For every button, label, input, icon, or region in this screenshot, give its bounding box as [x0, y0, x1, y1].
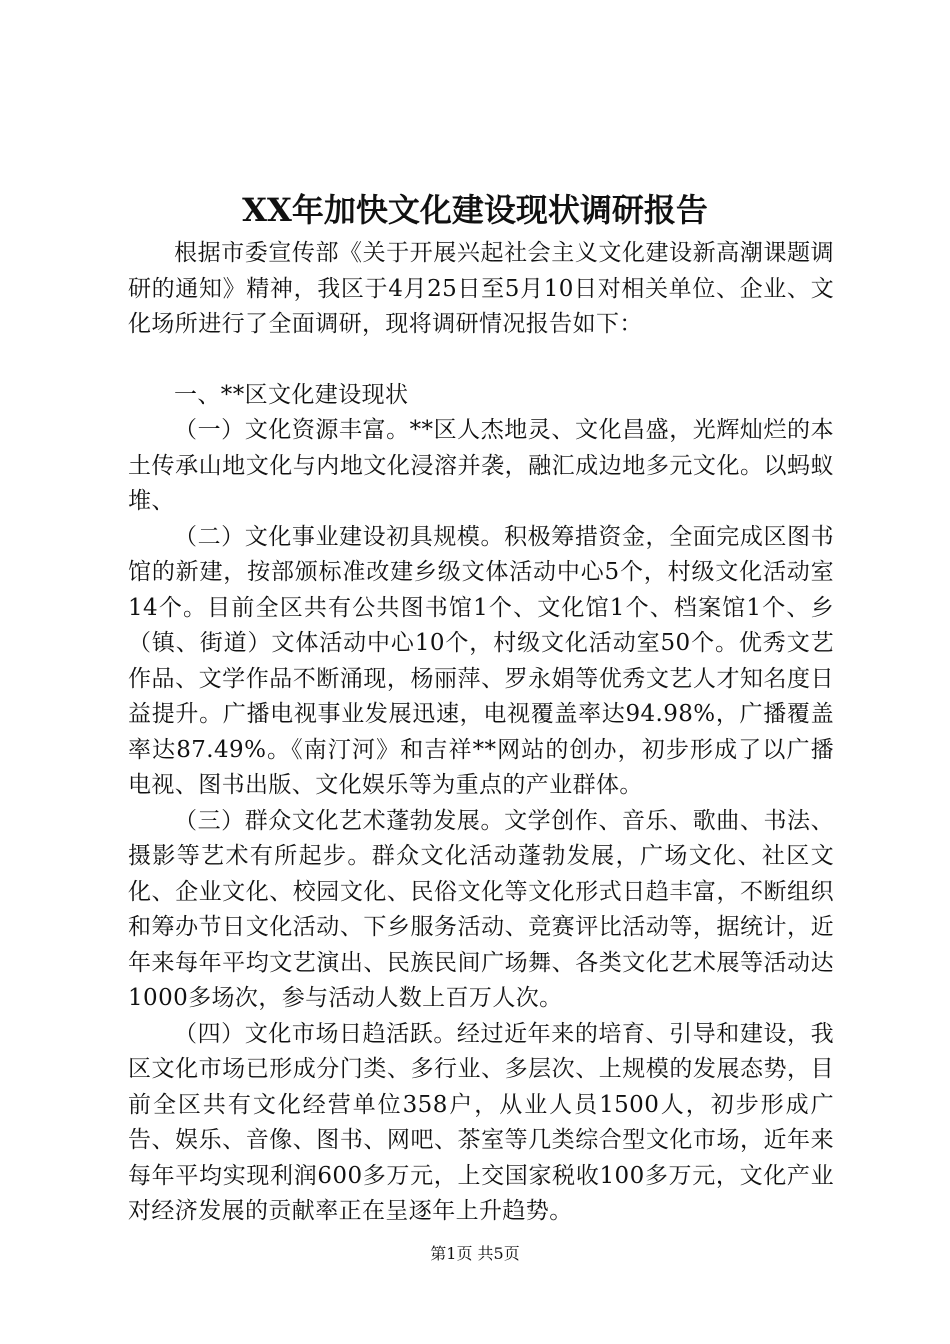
paragraph-cultural-undertakings: （二）文化事业建设初具规模。积极筹措资金，全面完成区图书馆的新建，按部颁标准改建乡级文体活动中心5个，村级文化活动室14个。目前全区共有公共图书馆1个、文化馆1个、档案馆1个、乡（镇、街道）文体活动中心10个，村级文化活动室50个。优秀文艺作品、文学作品不断涌现，杨丽萍、罗永娟等优秀文艺人才知名度日益提升。广播电视事业发展迅速，电视覆盖率达94.98%，广播覆盖率达87.49%。《南汀河》和吉祥**网站的创办，初步形成了以广播电视、图书出版、文化娱乐等为重点的产业群体。 [128, 523, 834, 798]
paragraph-mass-culture: （三）群众文化艺术蓬勃发展。文学创作、音乐、歌曲、书法、摄影等艺术有所起步。群众文化活动蓬勃发展，广场文化、社区文化、企业文化、校园文化、民俗文化等文化形式日趋丰富，不断组织和筹办节日文化活动、下乡服务活动、竞赛评比活动等，据统计，近年来每年平均文艺演出、民族民间广场舞、各类文化艺术展等活动达1000多场次，参与活动人数上百万人次。 [128, 807, 834, 1011]
page-number: 第1页 共5页 [430, 1244, 520, 1263]
section-heading: 一、**区文化建设现状 [174, 381, 409, 408]
paragraph-cultural-market: （四）文化市场日趋活跃。经过近年来的培育、引导和建设，我区文化市场已形成分门类、多行业、多层次、上规模的发展态势，目前全区共有文化经营单位358户，从业人员1500人，初步形成广告、娱乐、音像、图书、网吧、茶室等几类综合型文化市场，近年来每年平均实现利润600多万元，上交国家税收100多万元，文化产业对经济发展的贡献率正在呈逐年上升趋势。 [128, 1020, 834, 1224]
intro-paragraph: 根据市委宣传部《关于开展兴起社会主义文化建设新高潮课题调研的通知》精神，我区于4月25日至5月10日对相关单位、企业、文化场所进行了全面调研，现将调研情况报告如下： [128, 240, 834, 337]
document-title: XX年加快文化建设现状调研报告 [242, 191, 708, 229]
paragraph-cultural-resources: （一）文化资源丰富。**区人杰地灵、文化昌盛，光辉灿烂的本土传承山地文化与内地文化浸溶并袭，融汇成边地多元文化。以蚂蚁堆、 [128, 417, 834, 514]
document-body [128, 236, 834, 1230]
